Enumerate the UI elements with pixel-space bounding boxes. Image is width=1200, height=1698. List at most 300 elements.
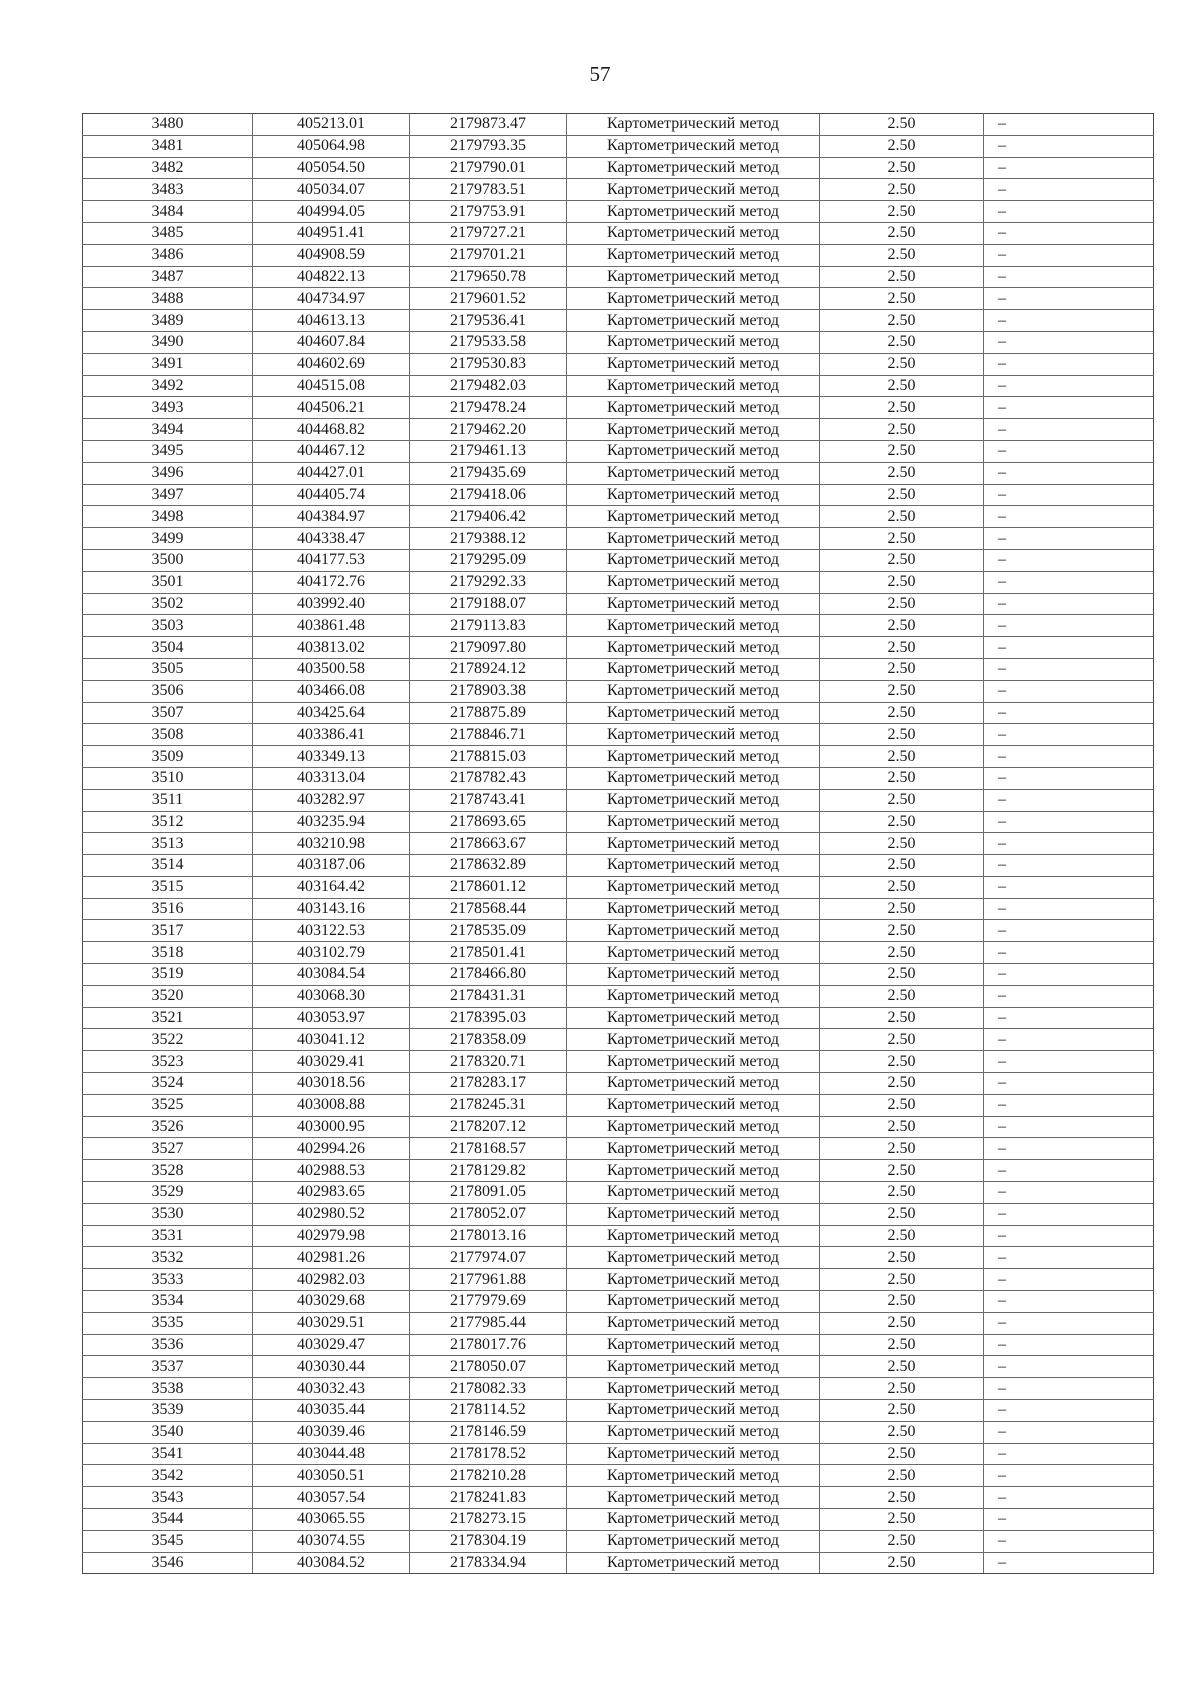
- y-coordinate-cell: 2178395.03: [410, 1007, 567, 1029]
- y-coordinate-cell: 2178568.44: [410, 898, 567, 920]
- x-coordinate-cell: 403349.13: [253, 746, 410, 768]
- table-row: [83, 484, 1154, 506]
- method-cell: Картометрический метод: [567, 179, 820, 201]
- y-coordinate-cell: 2178501.41: [410, 942, 567, 964]
- point-number-cell: 3517: [83, 920, 253, 942]
- x-coordinate-cell: 404384.97: [253, 506, 410, 528]
- y-coordinate-cell: 2178245.31: [410, 1094, 567, 1116]
- method-cell: Картометрический метод: [567, 942, 820, 964]
- x-coordinate-cell: 403210.98: [253, 833, 410, 855]
- note-cell: –: [984, 855, 1154, 877]
- accuracy-cell: 2.50: [820, 593, 984, 615]
- point-number-cell: 3528: [83, 1160, 253, 1182]
- method-cell: Картометрический метод: [567, 898, 820, 920]
- table-row: [83, 1269, 1154, 1291]
- method-cell: Картометрический метод: [567, 375, 820, 397]
- method-cell: Картометрический метод: [567, 440, 820, 462]
- x-coordinate-cell: 403050.51: [253, 1465, 410, 1487]
- point-number-cell: 3522: [83, 1029, 253, 1051]
- method-cell: Картометрический метод: [567, 222, 820, 244]
- method-cell: Картометрический метод: [567, 1465, 820, 1487]
- method-cell: Картометрический метод: [567, 724, 820, 746]
- x-coordinate-cell: 403053.97: [253, 1007, 410, 1029]
- point-number-cell: 3519: [83, 964, 253, 986]
- x-coordinate-cell: 404172.76: [253, 571, 410, 593]
- method-cell: Картометрический метод: [567, 680, 820, 702]
- x-coordinate-cell: 403313.04: [253, 767, 410, 789]
- y-coordinate-cell: 2178207.12: [410, 1116, 567, 1138]
- note-cell: –: [984, 157, 1154, 179]
- note-cell: –: [984, 1312, 1154, 1334]
- accuracy-cell: 2.50: [820, 331, 984, 353]
- point-number-cell: 3493: [83, 397, 253, 419]
- x-coordinate-cell: 404427.01: [253, 462, 410, 484]
- note-cell: –: [984, 1269, 1154, 1291]
- method-cell: Картометрический метод: [567, 353, 820, 375]
- accuracy-cell: 2.50: [820, 1029, 984, 1051]
- accuracy-cell: 2.50: [820, 1247, 984, 1269]
- y-coordinate-cell: 2178017.76: [410, 1334, 567, 1356]
- point-number-cell: 3491: [83, 353, 253, 375]
- point-number-cell: 3492: [83, 375, 253, 397]
- accuracy-cell: 2.50: [820, 440, 984, 462]
- method-cell: Картометрический метод: [567, 1029, 820, 1051]
- y-coordinate-cell: 2178168.57: [410, 1138, 567, 1160]
- y-coordinate-cell: 2179727.21: [410, 222, 567, 244]
- note-cell: –: [984, 876, 1154, 898]
- accuracy-cell: 2.50: [820, 680, 984, 702]
- method-cell: Картометрический метод: [567, 310, 820, 332]
- x-coordinate-cell: 402979.98: [253, 1225, 410, 1247]
- note-cell: –: [984, 767, 1154, 789]
- method-cell: Картометрический метод: [567, 157, 820, 179]
- y-coordinate-cell: 2178743.41: [410, 789, 567, 811]
- point-number-cell: 3512: [83, 811, 253, 833]
- table-row: [83, 310, 1154, 332]
- y-coordinate-cell: 2179435.69: [410, 462, 567, 484]
- note-cell: –: [984, 811, 1154, 833]
- accuracy-cell: 2.50: [820, 1443, 984, 1465]
- note-cell: –: [984, 593, 1154, 615]
- method-cell: Картометрический метод: [567, 1487, 820, 1509]
- y-coordinate-cell: 2178304.19: [410, 1530, 567, 1552]
- y-coordinate-cell: 2179388.12: [410, 528, 567, 550]
- y-coordinate-cell: 2179753.91: [410, 201, 567, 223]
- accuracy-cell: 2.50: [820, 484, 984, 506]
- y-coordinate-cell: 2179295.09: [410, 549, 567, 571]
- accuracy-cell: 2.50: [820, 266, 984, 288]
- method-cell: Картометрический метод: [567, 985, 820, 1007]
- note-cell: –: [984, 310, 1154, 332]
- x-coordinate-cell: 403235.94: [253, 811, 410, 833]
- note-cell: –: [984, 1182, 1154, 1204]
- x-coordinate-cell: 405064.98: [253, 135, 410, 157]
- x-coordinate-cell: 405213.01: [253, 114, 410, 136]
- table-row: [83, 615, 1154, 637]
- note-cell: –: [984, 1400, 1154, 1422]
- note-cell: –: [984, 419, 1154, 441]
- accuracy-cell: 2.50: [820, 1400, 984, 1422]
- method-cell: Картометрический метод: [567, 1443, 820, 1465]
- x-coordinate-cell: 403164.42: [253, 876, 410, 898]
- table-row: [83, 1487, 1154, 1509]
- x-coordinate-cell: 402980.52: [253, 1203, 410, 1225]
- accuracy-cell: 2.50: [820, 1182, 984, 1204]
- y-coordinate-cell: 2178846.71: [410, 724, 567, 746]
- table-row: [83, 746, 1154, 768]
- accuracy-cell: 2.50: [820, 201, 984, 223]
- table-row: [83, 920, 1154, 942]
- point-number-cell: 3545: [83, 1530, 253, 1552]
- x-coordinate-cell: 403029.41: [253, 1051, 410, 1073]
- accuracy-cell: 2.50: [820, 157, 984, 179]
- accuracy-cell: 2.50: [820, 1116, 984, 1138]
- method-cell: Картометрический метод: [567, 1356, 820, 1378]
- x-coordinate-cell: 403029.68: [253, 1291, 410, 1313]
- table-row: [83, 702, 1154, 724]
- point-number-cell: 3481: [83, 135, 253, 157]
- accuracy-cell: 2.50: [820, 353, 984, 375]
- point-number-cell: 3483: [83, 179, 253, 201]
- accuracy-cell: 2.50: [820, 876, 984, 898]
- method-cell: Картометрический метод: [567, 855, 820, 877]
- table-row: [83, 331, 1154, 353]
- point-number-cell: 3543: [83, 1487, 253, 1509]
- point-number-cell: 3531: [83, 1225, 253, 1247]
- point-number-cell: 3480: [83, 114, 253, 136]
- note-cell: –: [984, 222, 1154, 244]
- accuracy-cell: 2.50: [820, 1509, 984, 1531]
- coordinates-table-body: [83, 114, 1154, 1574]
- point-number-cell: 3515: [83, 876, 253, 898]
- point-number-cell: 3526: [83, 1116, 253, 1138]
- method-cell: Картометрический метод: [567, 1203, 820, 1225]
- accuracy-cell: 2.50: [820, 506, 984, 528]
- note-cell: –: [984, 506, 1154, 528]
- note-cell: –: [984, 571, 1154, 593]
- point-number-cell: 3509: [83, 746, 253, 768]
- method-cell: Картометрический метод: [567, 876, 820, 898]
- method-cell: Картометрический метод: [567, 1247, 820, 1269]
- x-coordinate-cell: 403029.51: [253, 1312, 410, 1334]
- table-row: [83, 876, 1154, 898]
- x-coordinate-cell: 405054.50: [253, 157, 410, 179]
- method-cell: Картометрический метод: [567, 1400, 820, 1422]
- method-cell: Картометрический метод: [567, 1378, 820, 1400]
- accuracy-cell: 2.50: [820, 462, 984, 484]
- method-cell: Картометрический метод: [567, 1073, 820, 1095]
- accuracy-cell: 2.50: [820, 1334, 984, 1356]
- method-cell: Картометрический метод: [567, 397, 820, 419]
- page-number: 57: [589, 62, 611, 86]
- y-coordinate-cell: 2177974.07: [410, 1247, 567, 1269]
- y-coordinate-cell: 2178082.33: [410, 1378, 567, 1400]
- x-coordinate-cell: 404734.97: [253, 288, 410, 310]
- point-number-cell: 3499: [83, 528, 253, 550]
- point-number-cell: 3546: [83, 1552, 253, 1574]
- accuracy-cell: 2.50: [820, 920, 984, 942]
- y-coordinate-cell: 2178632.89: [410, 855, 567, 877]
- x-coordinate-cell: 404468.82: [253, 419, 410, 441]
- table-row: [83, 1378, 1154, 1400]
- accuracy-cell: 2.50: [820, 288, 984, 310]
- y-coordinate-cell: 2178283.17: [410, 1073, 567, 1095]
- point-number-cell: 3542: [83, 1465, 253, 1487]
- y-coordinate-cell: 2178431.31: [410, 985, 567, 1007]
- note-cell: –: [984, 724, 1154, 746]
- accuracy-cell: 2.50: [820, 1378, 984, 1400]
- note-cell: –: [984, 462, 1154, 484]
- y-coordinate-cell: 2178146.59: [410, 1421, 567, 1443]
- method-cell: Картометрический метод: [567, 658, 820, 680]
- y-coordinate-cell: 2178693.65: [410, 811, 567, 833]
- y-coordinate-cell: 2179188.07: [410, 593, 567, 615]
- table-row: [83, 1530, 1154, 1552]
- y-coordinate-cell: 2179461.13: [410, 440, 567, 462]
- y-coordinate-cell: 2178358.09: [410, 1029, 567, 1051]
- note-cell: –: [984, 920, 1154, 942]
- note-cell: –: [984, 1552, 1154, 1574]
- point-number-cell: 3525: [83, 1094, 253, 1116]
- point-number-cell: 3516: [83, 898, 253, 920]
- y-coordinate-cell: 2178129.82: [410, 1160, 567, 1182]
- note-cell: –: [984, 746, 1154, 768]
- method-cell: Картометрический метод: [567, 789, 820, 811]
- point-number-cell: 3505: [83, 658, 253, 680]
- note-cell: –: [984, 1421, 1154, 1443]
- point-number-cell: 3507: [83, 702, 253, 724]
- y-coordinate-cell: 2177985.44: [410, 1312, 567, 1334]
- method-cell: Картометрический метод: [567, 135, 820, 157]
- point-number-cell: 3485: [83, 222, 253, 244]
- point-number-cell: 3508: [83, 724, 253, 746]
- y-coordinate-cell: 2178782.43: [410, 767, 567, 789]
- x-coordinate-cell: 403425.64: [253, 702, 410, 724]
- method-cell: Картометрический метод: [567, 811, 820, 833]
- accuracy-cell: 2.50: [820, 985, 984, 1007]
- note-cell: –: [984, 1509, 1154, 1531]
- note-cell: –: [984, 615, 1154, 637]
- table-row: [83, 353, 1154, 375]
- table-row: [83, 593, 1154, 615]
- x-coordinate-cell: 404994.05: [253, 201, 410, 223]
- table-row: [83, 767, 1154, 789]
- accuracy-cell: 2.50: [820, 637, 984, 659]
- note-cell: –: [984, 375, 1154, 397]
- point-number-cell: 3538: [83, 1378, 253, 1400]
- y-coordinate-cell: 2178924.12: [410, 658, 567, 680]
- table-row: [83, 1509, 1154, 1531]
- point-number-cell: 3484: [83, 201, 253, 223]
- point-number-cell: 3510: [83, 767, 253, 789]
- x-coordinate-cell: 403861.48: [253, 615, 410, 637]
- x-coordinate-cell: 403102.79: [253, 942, 410, 964]
- note-cell: –: [984, 1487, 1154, 1509]
- accuracy-cell: 2.50: [820, 724, 984, 746]
- note-cell: –: [984, 1073, 1154, 1095]
- x-coordinate-cell: 403035.44: [253, 1400, 410, 1422]
- note-cell: –: [984, 1247, 1154, 1269]
- accuracy-cell: 2.50: [820, 1312, 984, 1334]
- point-number-cell: 3496: [83, 462, 253, 484]
- accuracy-cell: 2.50: [820, 1356, 984, 1378]
- x-coordinate-cell: 403143.16: [253, 898, 410, 920]
- note-cell: –: [984, 789, 1154, 811]
- note-cell: –: [984, 833, 1154, 855]
- method-cell: Картометрический метод: [567, 244, 820, 266]
- method-cell: Картометрический метод: [567, 1116, 820, 1138]
- accuracy-cell: 2.50: [820, 1007, 984, 1029]
- method-cell: Картометрический метод: [567, 746, 820, 768]
- point-number-cell: 3488: [83, 288, 253, 310]
- point-number-cell: 3498: [83, 506, 253, 528]
- method-cell: Картометрический метод: [567, 1160, 820, 1182]
- accuracy-cell: 2.50: [820, 1138, 984, 1160]
- x-coordinate-cell: 403084.52: [253, 1552, 410, 1574]
- y-coordinate-cell: 2179536.41: [410, 310, 567, 332]
- method-cell: Картометрический метод: [567, 1051, 820, 1073]
- point-number-cell: 3495: [83, 440, 253, 462]
- y-coordinate-cell: 2178334.94: [410, 1552, 567, 1574]
- accuracy-cell: 2.50: [820, 964, 984, 986]
- y-coordinate-cell: 2178114.52: [410, 1400, 567, 1422]
- x-coordinate-cell: 403074.55: [253, 1530, 410, 1552]
- note-cell: –: [984, 1334, 1154, 1356]
- table-row: [83, 1203, 1154, 1225]
- table-row: [83, 1465, 1154, 1487]
- method-cell: Картометрический метод: [567, 288, 820, 310]
- accuracy-cell: 2.50: [820, 1160, 984, 1182]
- point-number-cell: 3500: [83, 549, 253, 571]
- method-cell: Картометрический метод: [567, 331, 820, 353]
- x-coordinate-cell: 404951.41: [253, 222, 410, 244]
- point-number-cell: 3532: [83, 1247, 253, 1269]
- note-cell: –: [984, 397, 1154, 419]
- accuracy-cell: 2.50: [820, 811, 984, 833]
- y-coordinate-cell: 2179462.20: [410, 419, 567, 441]
- method-cell: Картометрический метод: [567, 462, 820, 484]
- x-coordinate-cell: 403813.02: [253, 637, 410, 659]
- table-row: [83, 528, 1154, 550]
- x-coordinate-cell: 404506.21: [253, 397, 410, 419]
- accuracy-cell: 2.50: [820, 1291, 984, 1313]
- point-number-cell: 3494: [83, 419, 253, 441]
- note-cell: –: [984, 244, 1154, 266]
- y-coordinate-cell: 2178815.03: [410, 746, 567, 768]
- note-cell: –: [984, 1094, 1154, 1116]
- accuracy-cell: 2.50: [820, 898, 984, 920]
- x-coordinate-cell: 403000.95: [253, 1116, 410, 1138]
- table-row: [83, 1007, 1154, 1029]
- note-cell: –: [984, 484, 1154, 506]
- accuracy-cell: 2.50: [820, 1073, 984, 1095]
- note-cell: –: [984, 331, 1154, 353]
- table-row: [83, 833, 1154, 855]
- table-row: [83, 811, 1154, 833]
- accuracy-cell: 2.50: [820, 375, 984, 397]
- y-coordinate-cell: 2178466.80: [410, 964, 567, 986]
- x-coordinate-cell: 403057.54: [253, 1487, 410, 1509]
- x-coordinate-cell: 403187.06: [253, 855, 410, 877]
- x-coordinate-cell: 403041.12: [253, 1029, 410, 1051]
- method-cell: Картометрический метод: [567, 1269, 820, 1291]
- table-row: [83, 1291, 1154, 1313]
- table-row: [83, 549, 1154, 571]
- x-coordinate-cell: 402982.03: [253, 1269, 410, 1291]
- coordinates-table: [82, 113, 1154, 1574]
- point-number-cell: 3490: [83, 331, 253, 353]
- y-coordinate-cell: 2178052.07: [410, 1203, 567, 1225]
- point-number-cell: 3527: [83, 1138, 253, 1160]
- x-coordinate-cell: 403065.55: [253, 1509, 410, 1531]
- y-coordinate-cell: 2179530.83: [410, 353, 567, 375]
- method-cell: Картометрический метод: [567, 1421, 820, 1443]
- table-row: [83, 1225, 1154, 1247]
- note-cell: –: [984, 528, 1154, 550]
- point-number-cell: 3513: [83, 833, 253, 855]
- method-cell: Картометрический метод: [567, 1007, 820, 1029]
- x-coordinate-cell: 403029.47: [253, 1334, 410, 1356]
- y-coordinate-cell: 2179701.21: [410, 244, 567, 266]
- accuracy-cell: 2.50: [820, 528, 984, 550]
- point-number-cell: 3521: [83, 1007, 253, 1029]
- table-row: [83, 462, 1154, 484]
- x-coordinate-cell: 403018.56: [253, 1073, 410, 1095]
- method-cell: Картометрический метод: [567, 1552, 820, 1574]
- accuracy-cell: 2.50: [820, 135, 984, 157]
- table-row: [83, 288, 1154, 310]
- y-coordinate-cell: 2179533.58: [410, 331, 567, 353]
- y-coordinate-cell: 2179783.51: [410, 179, 567, 201]
- table-row: [83, 724, 1154, 746]
- table-row: [83, 1552, 1154, 1574]
- table-row: [83, 1094, 1154, 1116]
- point-number-cell: 3502: [83, 593, 253, 615]
- x-coordinate-cell: 403084.54: [253, 964, 410, 986]
- accuracy-cell: 2.50: [820, 942, 984, 964]
- method-cell: Картометрический метод: [567, 266, 820, 288]
- table-row: [83, 375, 1154, 397]
- x-coordinate-cell: 404405.74: [253, 484, 410, 506]
- table-row: [83, 1443, 1154, 1465]
- method-cell: Картометрический метод: [567, 1530, 820, 1552]
- method-cell: Картометрический метод: [567, 201, 820, 223]
- x-coordinate-cell: 403039.46: [253, 1421, 410, 1443]
- table-row: [83, 1073, 1154, 1095]
- x-coordinate-cell: 402988.53: [253, 1160, 410, 1182]
- note-cell: –: [984, 549, 1154, 571]
- accuracy-cell: 2.50: [820, 855, 984, 877]
- point-number-cell: 3506: [83, 680, 253, 702]
- table-row: [83, 244, 1154, 266]
- y-coordinate-cell: 2178903.38: [410, 680, 567, 702]
- y-coordinate-cell: 2178178.52: [410, 1443, 567, 1465]
- accuracy-cell: 2.50: [820, 114, 984, 136]
- table-row: [83, 680, 1154, 702]
- x-coordinate-cell: 403992.40: [253, 593, 410, 615]
- note-cell: –: [984, 1203, 1154, 1225]
- table-row: [83, 789, 1154, 811]
- method-cell: Картометрический метод: [567, 419, 820, 441]
- table-row: [83, 1334, 1154, 1356]
- point-number-cell: 3497: [83, 484, 253, 506]
- table-row: [83, 1160, 1154, 1182]
- y-coordinate-cell: 2177961.88: [410, 1269, 567, 1291]
- note-cell: –: [984, 985, 1154, 1007]
- y-coordinate-cell: 2179478.24: [410, 397, 567, 419]
- note-cell: –: [984, 702, 1154, 724]
- y-coordinate-cell: 2178210.28: [410, 1465, 567, 1487]
